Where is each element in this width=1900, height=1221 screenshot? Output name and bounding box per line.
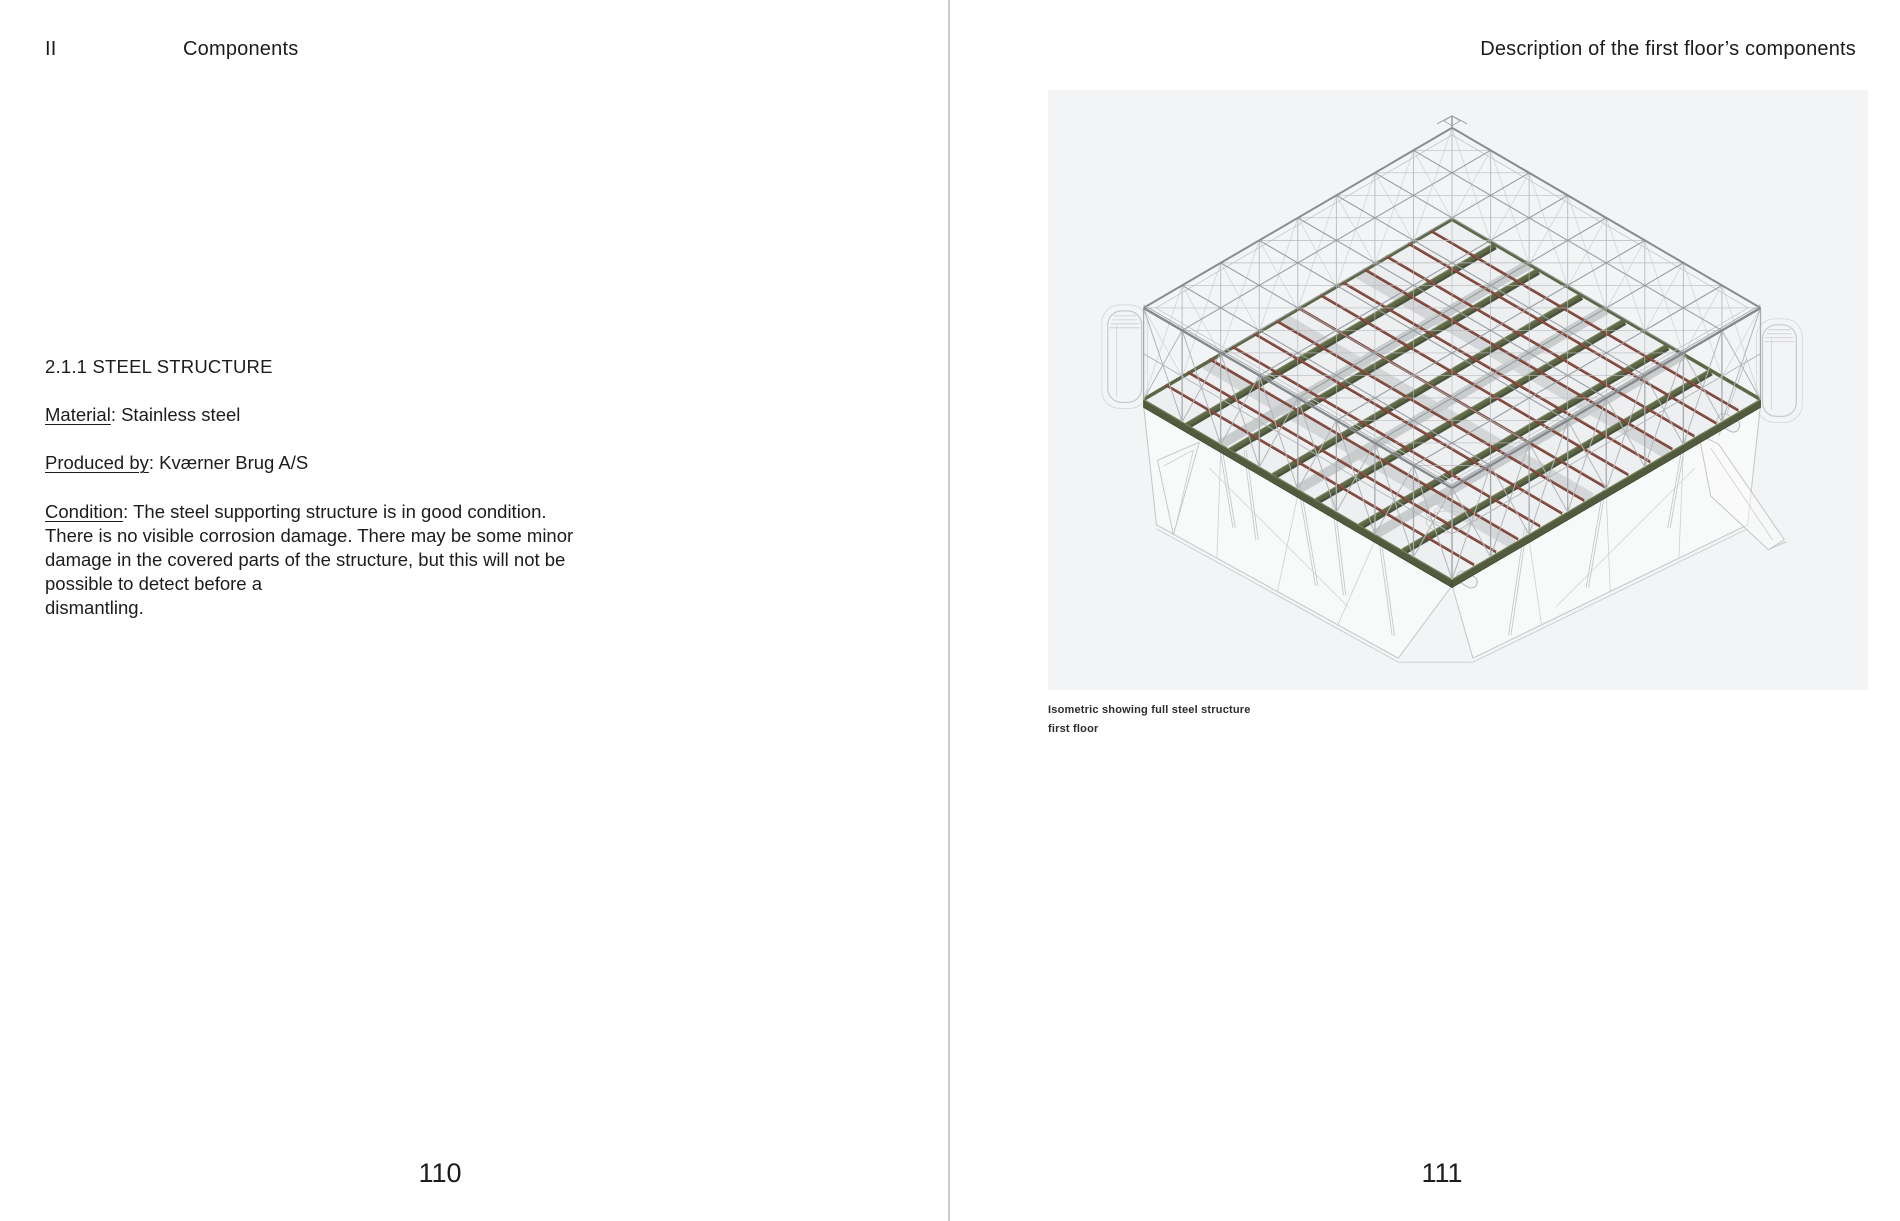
condition-line: damage in the covered parts of the structure, but this will not be — [45, 549, 566, 570]
isometric-figure — [1048, 90, 1868, 690]
chapter-title: Components — [183, 38, 299, 60]
figure-caption-line1: Isometric showing full steel structure — [1048, 704, 1251, 716]
steel-structure-isometric-drawing — [1048, 90, 1868, 690]
condition-line: There is no visible corrosion damage. There may be some minor — [45, 525, 574, 546]
field-produced-by — [45, 452, 308, 474]
page-number-left: 110 — [418, 1158, 462, 1188]
condition-line: dismantling. — [45, 597, 144, 618]
condition-line: possible to detect before a — [45, 573, 263, 594]
page-number-right: 111 — [1421, 1158, 1463, 1188]
field-material — [45, 404, 240, 426]
condition-line — [45, 500, 625, 524]
condition-paragraph — [45, 500, 625, 620]
condition-line-rest: : The steel supporting structure is in good condition. — [123, 501, 547, 522]
section-title: 2.1.1 STEEL STRUCTURE — [45, 356, 273, 377]
field-material-value: : Stainless steel — [110, 404, 241, 425]
chapter-numeral: II — [45, 38, 57, 60]
field-produced-by-label: Produced by — [45, 452, 149, 473]
figure-caption-line2: first floor — [1048, 723, 1099, 735]
field-produced-by-value: : Kværner Brug A/S — [148, 452, 309, 473]
condition-label: Condition — [45, 501, 124, 522]
page-gutter-divider — [948, 0, 950, 1221]
right-running-header: Description of the first floor’s components — [1480, 38, 1856, 60]
field-material-label: Material — [45, 404, 111, 425]
